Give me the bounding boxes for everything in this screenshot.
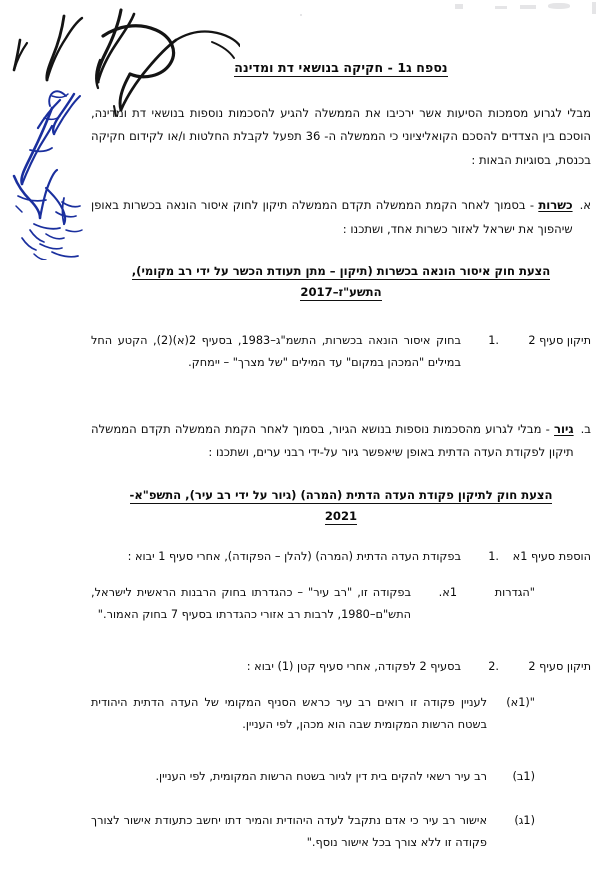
section-giyur-text: - מבלי לגרוע מהסכמות נוספות בנושא הגיור, בסמוך לאחר הקמת הממשלה תקדם הממשלה תיקון לפקודת העדה הדתית באופן שיאפשר גיור על-ידי רבני ערים, ושתכנו : [91, 421, 574, 460]
amendment-clause-text: בפקודת העדה הדתית (המרה) (להלן – הפקודה), אחרי סעיף 1 יבוא : [127, 549, 461, 563]
bill-heading-kashrut [91, 261, 591, 304]
amendment-side-label: הוספת סעיף 1א [512, 549, 591, 563]
scan-artifact [300, 14, 302, 16]
section-giyur-lead: גיור [554, 421, 574, 436]
quoted-provision-number: 1א. [438, 585, 457, 599]
subclause-number: "(1א) [506, 695, 535, 709]
subclause-1c [91, 810, 535, 854]
subclause-text: רב עיר רשאי להקים בית דין לגיור בשטח הרשות המקומית, לפי העניין. [155, 769, 487, 783]
document-title-text: נספח ג1 - חקיקה בנושאי דת ומדינה [234, 60, 448, 75]
section-kashrut-text: - בסמוך לאחר הקמת הממשלה תקדם הממשלה תיקון לחוק איסור הונאה בכשרות באופן שיהפוך את ישראל לאזור כשרות אחד, ושתכנו : [91, 198, 573, 236]
subclause-1b [91, 766, 535, 788]
quoted-provision-label: "הגדרות [494, 585, 535, 599]
amendment-row-giyur-2 [91, 656, 591, 678]
document-title [91, 60, 591, 76]
scan-artifact [455, 4, 463, 9]
bill-heading-giyur [91, 485, 591, 528]
bill-heading-giyur-line1: הצעת חוק לתיקון פקודת העדה הדתית (המרה) (גיור על ידי רב עיר), התשפ"א- [129, 487, 553, 502]
bill-heading-giyur-line2: 2021 [324, 509, 358, 524]
scan-artifact [592, 2, 596, 14]
amendment-number: 1. [488, 549, 499, 563]
section-giyur-body [91, 418, 574, 465]
subclause-text: לעניין פקודה זו רואים רב עיר כראש הסניף המקומי של העדה הדתית היהודית בשטח הרשות המקומית שבה הוא מכהן, לפי העניין. [91, 695, 487, 731]
scan-artifact [495, 6, 507, 9]
quoted-provision-text: בפקודה זו, "רב עיר" – כהגדרתו בחוק הרבנות הראשית לישראל, התש"ם–1980, לרבות רב אזורי כהגדרתו בסעיף 7 בחוק האמור." [91, 585, 411, 621]
section-marker-alef: א. [579, 198, 591, 213]
amendment-clause-text: בחוק איסור הונאה בכשרות, התשמ"ג–1983, בסעיף 2(א)(2), הקטע החל במילים "המכהן במקום" עד המילים "של מצרך" – יימחק. [91, 333, 462, 369]
section-kashrut-lead: כשרות [538, 198, 573, 213]
subclause-number: (1ב) [512, 769, 535, 783]
amendment-clause-text: בסעיף 2 לפקודה, אחרי סעיף קטן (1) יבוא : [246, 659, 461, 673]
bill-heading-kashrut-line1: הצעת חוק איסור הונאה בכשרות (תיקון – מתן תעודת הכשר על ידי רב מקומי), [131, 264, 551, 279]
scan-artifact [548, 3, 570, 9]
section-marker-bet: ב. [580, 421, 591, 436]
subclause-1a [91, 692, 535, 736]
document-body [91, 60, 591, 854]
amendment-side-label: תיקון סעיף 2 [528, 333, 591, 347]
amendment-number: 1. [488, 333, 499, 347]
subclause-list [91, 692, 535, 854]
amendment-number: 2. [488, 659, 499, 673]
section-kashrut-body [91, 194, 573, 241]
amendment-side-label: תיקון סעיף 2 [528, 659, 591, 673]
preamble-paragraph: מבלי לגרוע מסמכות הסיעות אשר ירכיבו את הממשלה להגיע להסכמות נוספות בנושאי דת ומדינה, הוסכם בין הצדדים להסכם הקואליציוני כי הממשלה ה- 36 תפעל לקבלת החלטות ו/או לקידום חקיקה בכנסת, בסוגיות הבאות : [91, 106, 591, 167]
bill-heading-kashrut-line2: התשע"ז–2017 [300, 285, 382, 300]
subclause-text: אישור רב עיר כי אדם נתקבל לעדה היהודית והמיר דתו יחשב כתעודת אישור לצורך פקודה זו ללא צורך בכל אישור נוסף." [91, 813, 487, 849]
quoted-provision-row [91, 582, 535, 626]
section-giyur [91, 418, 591, 465]
quoted-provision-1a [91, 582, 535, 626]
amendment-row-giyur-1 [91, 546, 591, 568]
subclause-number: (1ג) [514, 813, 535, 827]
section-kashrut [91, 194, 591, 241]
scan-artifact [520, 5, 536, 9]
amendment-row-kashrut-1 [91, 330, 591, 374]
